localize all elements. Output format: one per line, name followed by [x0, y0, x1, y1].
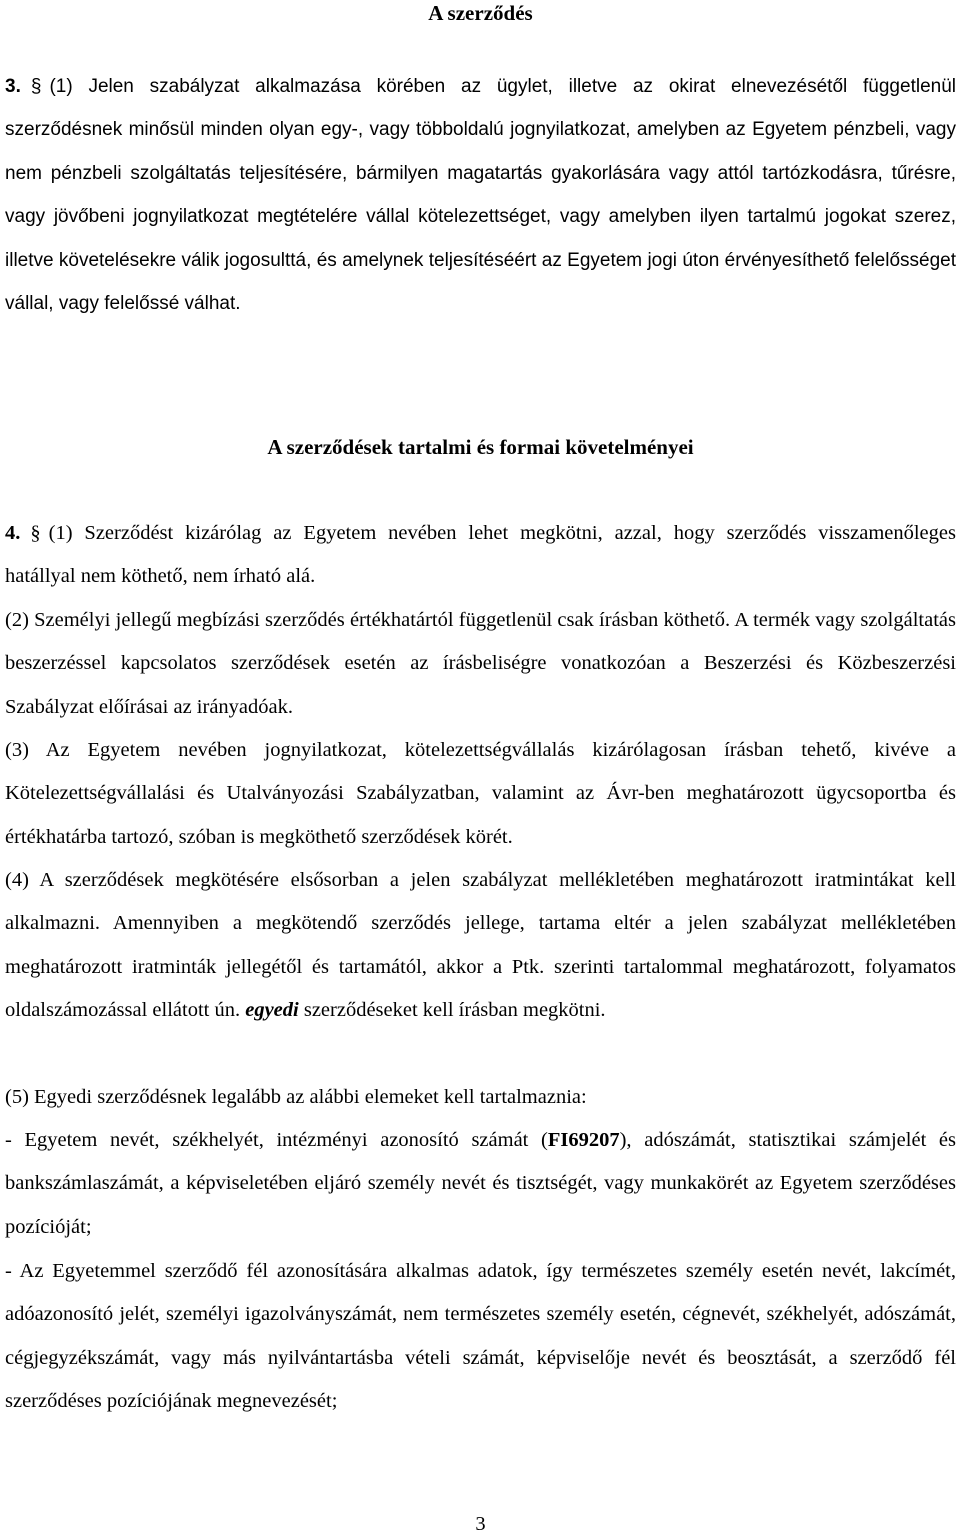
section-4-p4-end: szerződéseket kell írásban megkötni.	[303, 999, 606, 1022]
section-sign: §	[30, 522, 41, 544]
document-title: A szerződés	[428, 1, 533, 25]
emphasis-egyedi: egyedi	[245, 999, 299, 1022]
list-item-1	[5, 1119, 956, 1249]
section-heading: A szerződések tartalmi és formai követelményei	[267, 435, 694, 459]
section-3-number: 3.	[5, 76, 21, 97]
list-item-1-rest: ), adószámát, statisztikai számjelét és bankszámlaszámát, a képviseletében eljáró személy nevét és tisztségét, vagy munkakörét az Egyetem szerződéses pozícióját;	[5, 1129, 957, 1238]
section-3-text: (1) Jelen szabályzat alkalmazása körében az ügylet, illetve az okirat elnevezésétől függetlenül szerződésnek minősül minden olyan egy-, vagy többoldalú jognyilatkozat, amelyben az Egyetem pénzbeli, vagy nem pénzbeli szolgáltatás teljesítésére, bármilyen magatartás gyakorlására vagy attól tartózkodásra, tűrésre, vagy jövőbeni jognyilatkozat megtételére vállal kötelezettséget, vagy amelyben ilyen tartalmú jogokat szerez, illetve követelésekre válik jogosulttá, és amelynek teljesítéséért az Egyetem jogi úton érvényesíthető felelősséget vállal, vagy felelőssé válhat.	[5, 76, 956, 315]
section-4-p1-text: (1) Szerződést kizárólag az Egyetem nevében lehet megkötni, azzal, hogy szerződés visszamenőleges hatállyal nem köthető, nem írható alá.	[5, 522, 956, 588]
page-number: 3	[475, 1513, 486, 1535]
list-item-2: - Az Egyetemmel szerződő fél azonosítására alkalmas adatok, így természetes személy esetén nevét, lakcímét, adóazonosító jelét, személyi igazolványszámát, nem természetes személy esetén, cégnevét, székhelyét, adószámát, cégjegyzékszámát, vagy más nyilvántartásba vételi számát, képviselője nevét és beosztását, a szerződő fél szerződéses pozíciójának megnevezését;	[5, 1260, 956, 1413]
section-4-paragraph-3: (3) Az Egyetem nevében jognyilatkozat, kötelezettségvállalás kizárólagosan írásban tehető, kivéve a Kötelezettségvállalási és Utalványozási Szabályzatban, valamint az Ávr-ben meghatározott ügycsoportba és értékhatárba tartozó, szóban is megköthető szerződések körét.	[5, 739, 956, 848]
section-4-paragraph-5: (5) Egyedi szerződésnek legalább az alábbi elemeket kell tartalmaznia:	[5, 1086, 587, 1108]
section-4-paragraph-1	[5, 512, 956, 599]
section-4-p4-text: (4) A szerződések megkötésére elsősorban a jelen szabályzat mellékletében meghatározott iratmintákat kell alkalmazni. Amennyiben a megkötendő szerződés jellege, tartama eltér a jelen szabályzat mellékletében meghatározott iratminták jellegétől és tartamától, akkor a Ptk. szerinti tartalommal meghatározott, folyamatos oldalszámozással ellátott ún.	[5, 869, 956, 1022]
section-sign: §	[30, 76, 42, 97]
section-4-number: 4.	[5, 522, 21, 544]
institution-code: FI69207	[547, 1129, 620, 1151]
list-item-1-text: - Egyetem nevét, székhelyét, intézményi azonosító számát (	[5, 1129, 548, 1151]
section-4-paragraph-2: (2) Személyi jellegű megbízási szerződés értékhatártól függetlenül csak írásban köthető. A termék vagy szolgáltatás beszerzéssel kapcsolatos szerződések esetén az írásbeliségre vonatkozóan a Beszerzési és Közbeszerzési Szabályzat előírásai az irányadóak.	[5, 609, 956, 718]
section-3-paragraph	[5, 65, 956, 325]
section-4-paragraph-4	[5, 859, 956, 1033]
